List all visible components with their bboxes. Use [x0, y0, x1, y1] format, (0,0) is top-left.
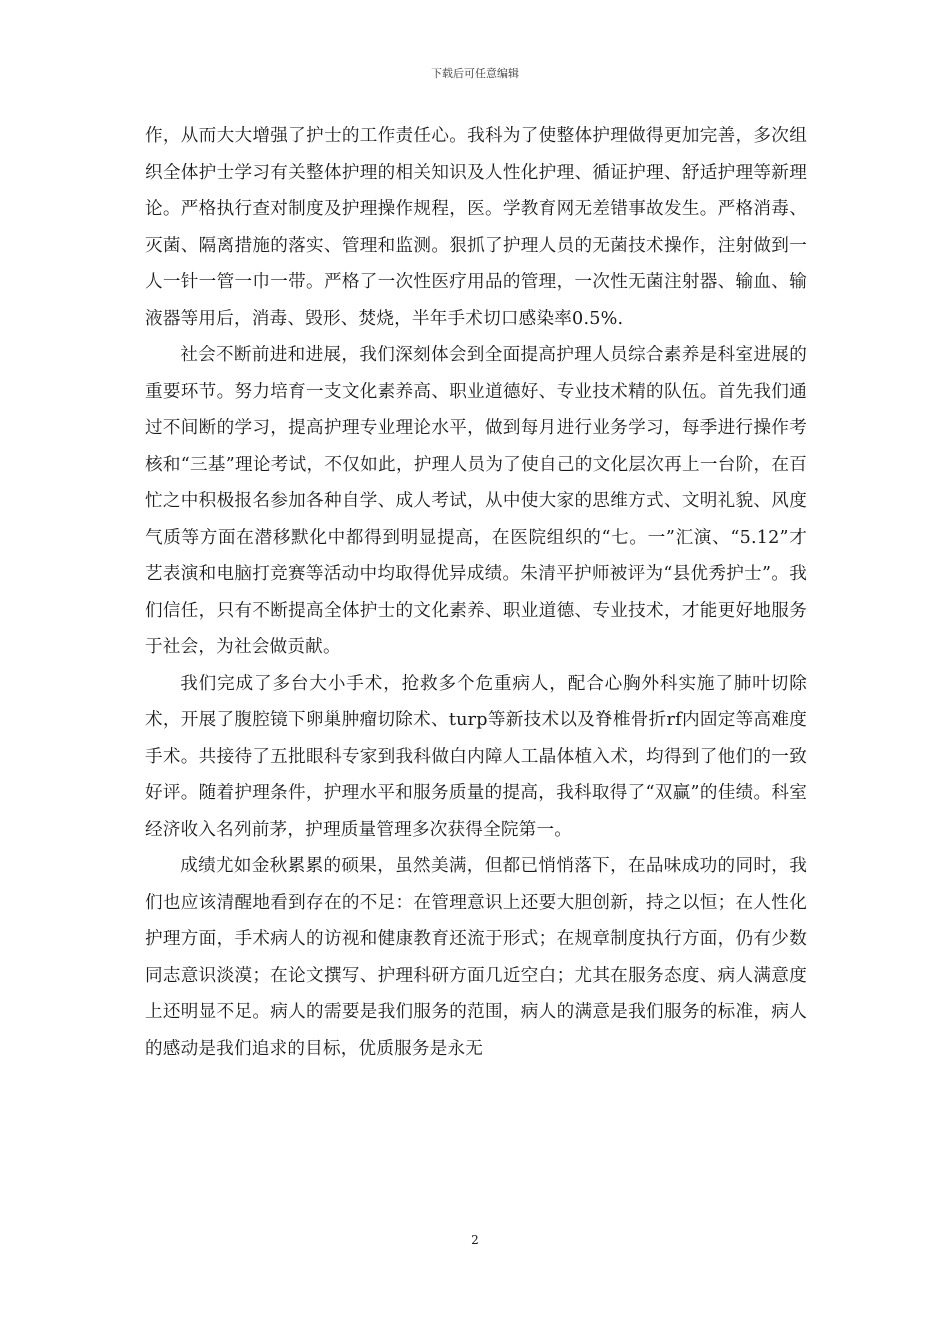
paragraph: 成绩尤如金秋累累的硕果，虽然美满，但都已悄悄落下，在品味成功的同时，我们也应该清醒地看到存在的不足：在管理意识上还要大胆创新，持之以恒；在人性化护理方面，手术病人的访视和健康教育还流于形式；在规章制度执行方面，仍有少数同志意识淡漠；在论文撰写、护理科研方面几近空白；尤其在服务态度、病人满意度上还明显不足。病人的需要是我们服务的范围，病人的满意是我们服务的标准，病人的感动是我们追求的目标，优质服务是永无 [145, 856, 807, 1059]
page-header: 下载后可任意编辑 [431, 67, 519, 80]
paragraph-continuation: 作，从而大大增强了护士的工作责任心。我科为了使整体护理做得更加完善，多次组织全体护士学习有关整体护理的相关知识及人性化护理、循证护理、舒适护理等新理论。严格执行查对制度及护理操作规程，医。学教育网无差错事故发生。严格消毒、灭菌、隔离措施的落实、管理和监测。狠抓了护理人员的无菌技术操作，注射做到一人一针一管一巾一带。严格了一次性医疗用品的管理，一次性无菌注射器、输血、输液器等用后，消毒、毁形、焚烧，半年手术切口感染率0.5%. [145, 126, 807, 329]
paragraph: 我们完成了多台大小手术，抢救多个危重病人，配合心胸外科实施了肺叶切除术，开展了腹腔镜下卵巢肿瘤切除术、turp等新技术以及脊椎骨折rf内固定等高难度手术。共接待了五批眼科专家到我科做白内障人工晶体植入术，均得到了他们的一致好评。随着护理条件，护理水平和服务质量的提高，我科取得了“双赢”的佳绩。科室经济收入名列前茅，护理质量管理多次获得全院第一。 [145, 673, 807, 840]
page-number: 2 [471, 1233, 479, 1247]
paragraph: 社会不断前进和进展，我们深刻体会到全面提高护理人员综合素养是科室进展的重要环节。努力培育一支文化素养高、职业道德好、专业技术精的队伍。首先我们通过不间断的学习，提高护理专业理论水平，做到每月进行业务学习，每季进行操作考核和“三基”理论考试，不仅如此，护理人员为了使自己的文化层次再上一台阶，在百忙之中积极报名参加各种自学、成人考试，从中使大家的思维方式、文明礼貌、风度气质等方面在潜移默化中都得到明显提高，在医院组织的“七。一”汇演、“5.12”才艺表演和电脑打竞赛等活动中均取得优异成绩。朱清平护师被评为“县优秀护士”。我们信任，只有不断提高全体护士的文化素养、职业道德、专业技术，才能更好地服务于社会，为社会做贡献。 [145, 345, 807, 657]
body-text [145, 118, 807, 1067]
